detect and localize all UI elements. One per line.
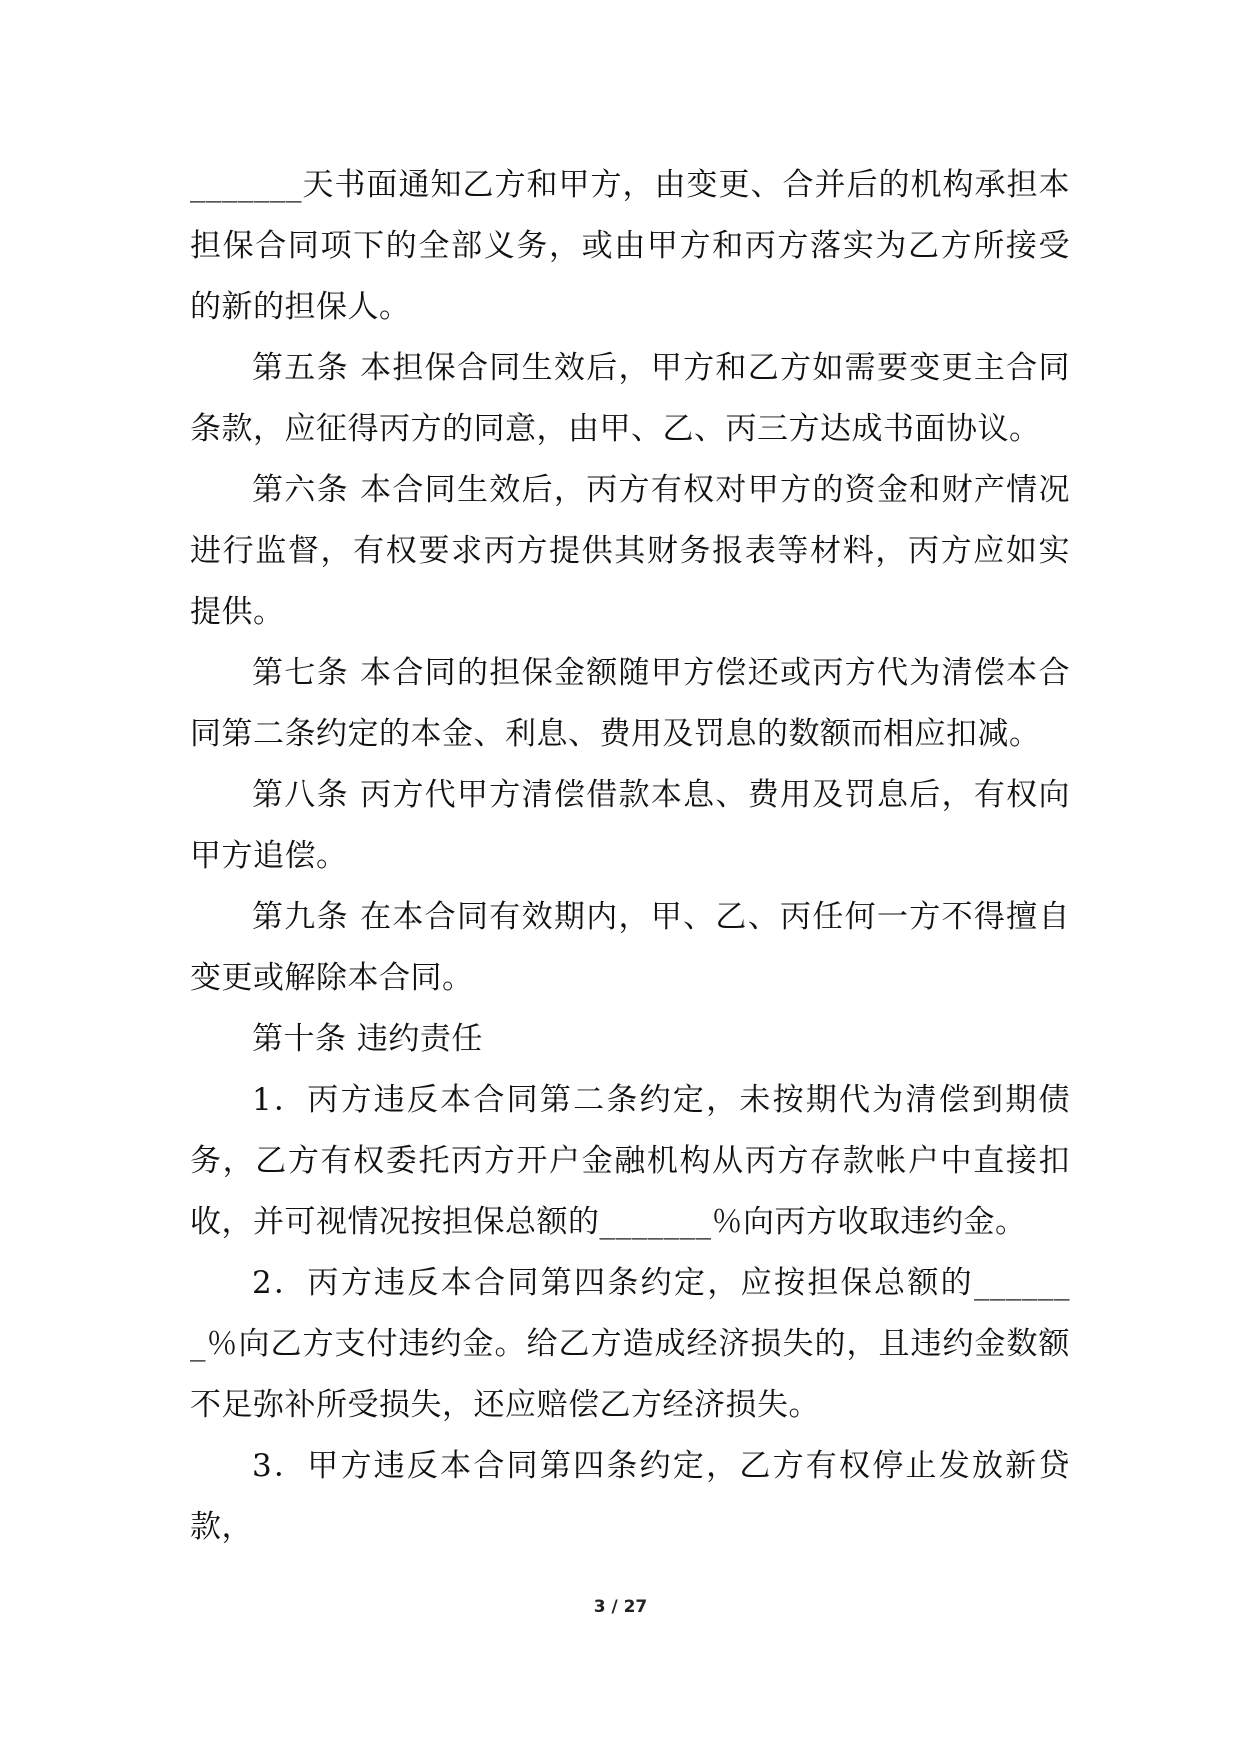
paragraph-article-5: 第五条 本担保合同生效后，甲方和乙方如需要变更主合同条款，应征得丙方的同意，由甲、乙、丙三方达成书面协议。 (190, 350, 1070, 447)
paragraph-clause-2: 2．丙方违反本合同第四条约定，应按担保总额的_______％向乙方支付违约金。给乙方造成经济损失的，且违约金数额不足弥补所受损失，还应赔偿乙方经济损失。 (190, 1265, 1070, 1423)
paragraph-article-6: 第六条 本合同生效后，丙方有权对甲方的资金和财产情况进行监督，有权要求丙方提供其财务报表等材料，丙方应如实提供。 (190, 472, 1070, 630)
paragraph-article-8: 第八条 丙方代甲方清偿借款本息、费用及罚息后，有权向甲方追偿。 (190, 777, 1070, 874)
paragraph-continuation: _______天书面通知乙方和甲方，由变更、合并后的机构承担本担保合同项下的全部义务，或由甲方和丙方落实为乙方所接受的新的担保人。 (190, 167, 1070, 325)
paragraph-clause-3: 3．甲方违反本合同第四条约定，乙方有权停止发放新贷款， (190, 1448, 1070, 1545)
paragraph-article-10-heading: 第十条 违约责任 (252, 1021, 483, 1057)
page-number: 3 / 27 (593, 1597, 648, 1617)
paragraph-clause-1: 1．丙方违反本合同第二条约定，未按期代为清偿到期债务，乙方有权委托丙方开户金融机构从丙方存款帐户中直接扣收，并可视情况按担保总额的_______％向丙方收取违约金。 (190, 1082, 1070, 1240)
document-body (190, 155, 1070, 1558)
paragraph-article-9: 第九条 在本合同有效期内，甲、乙、丙任何一方不得擅自变更或解除本合同。 (190, 899, 1070, 996)
paragraph-article-7: 第七条 本合同的担保金额随甲方偿还或丙方代为清偿本合同第二条约定的本金、利息、费用及罚息的数额而相应扣减。 (190, 655, 1070, 752)
